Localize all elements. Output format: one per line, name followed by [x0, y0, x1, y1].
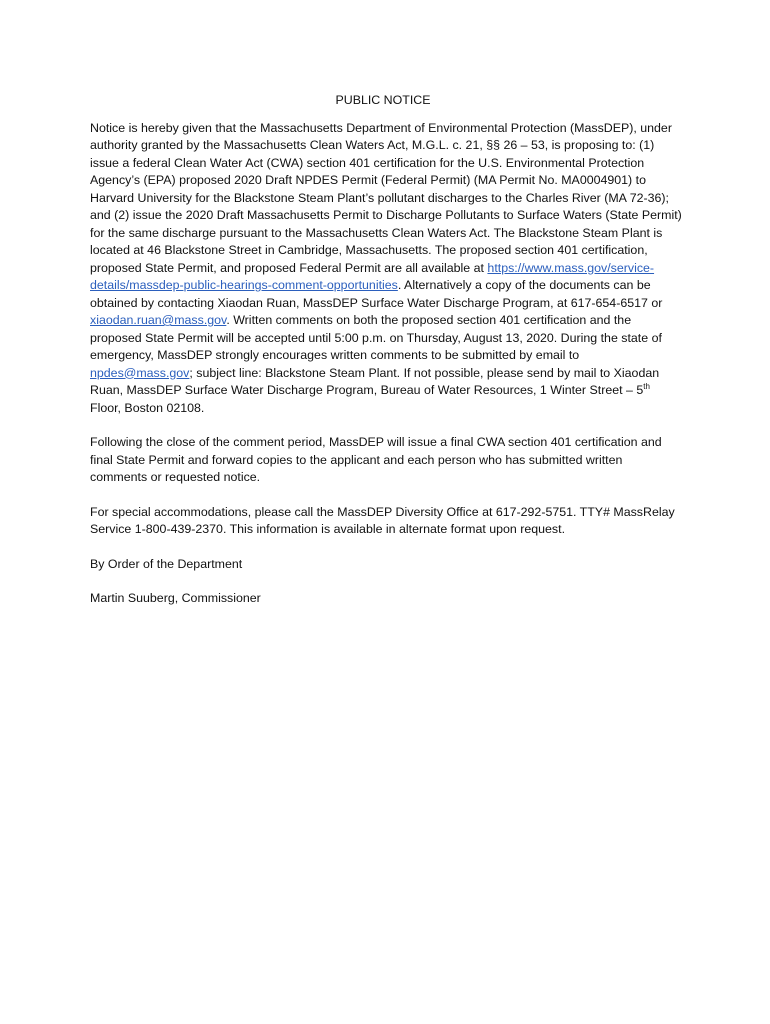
order-line: By Order of the Department — [90, 556, 243, 571]
comment-opportunities-link[interactable]: https://www.mass.gov/service-details/massdep-public-hearings-comment-opportunities — [90, 260, 655, 292]
notice-main-paragraph — [90, 120, 682, 418]
comment-period-paragraph: Following the close of the comment period, MassDEP will issue a final CWA section 401 certification and final State Permit and forward copies to the applicant and each person who has submitted written comments or requested notice. — [90, 435, 662, 484]
notice-text-part1: Notice is hereby given that the Massachusetts Department of Environmental Protection (MassDEP), under authority granted by the Massachusetts Clean Waters Act, M.G.L. c. 21, §§ 26 – 53, is proposing to: (1) issue a federal Clean Water Act (CWA) section 401 certification for the U.S. Environmental Protection Agency’s (EPA) proposed 2020 Draft NPDES Permit (Federal Permit) (MA Permit No. MA0004901) to Harvard University for the Blackstone Steam Plant’s pollutant discharges to the Charles River (MA 72-36); and (2) issue the 2020 Draft Massachusetts Permit to Discharge Pollutants to Surface Waters (State Permit) for the same discharge pursuant to the Massachusetts Clean Waters Act. The Blackstone Steam Plant is located at 46 Blackstone Street in Cambridge, Massachusetts. The proposed section 401 certification, proposed State Permit, and proposed Federal Permit are all available at — [90, 120, 682, 275]
contact-email-link[interactable]: xiaodan.ruan@mass.gov — [90, 313, 227, 327]
accommodations-paragraph: For special accommodations, please call the MassDEP Diversity Office at 617-292-5751. TTY# MassRelay Service 1-800-439-2370. This information is available in alternate format upon request. — [90, 504, 675, 536]
notice-text-part4: ; subject line: Blackstone Steam Plant. If not possible, please send by mail to Xiaodan Ruan, MassDEP Surface Water Discharge Program, Bureau of Water Resources, 1 Winter Street – 5 — [90, 365, 660, 397]
notice-text-part3: . Written comments on both the proposed section 401 certification and the proposed State Permit will be accepted until 5:00 p.m. on Thursday, August 13, 2020. During the state of emergency, MassDEP strongly encourages written comments to be submitted by email to — [90, 313, 662, 362]
notice-text-part5: Floor, Boston 02108. — [90, 400, 205, 415]
notice-title: PUBLIC NOTICE — [335, 93, 431, 107]
floor-ordinal-superscript: th — [643, 381, 650, 391]
npdes-email-link[interactable]: npdes@mass.gov — [90, 365, 190, 380]
signature-line: Martin Suuberg, Commissioner — [90, 591, 261, 605]
notice-document — [90, 92, 682, 625]
notice-text-part2: . Alternatively a copy of the documents can be obtained by contacting Xiaodan Ruan, MassDEP Surface Water Discharge Program, at 617-654-6517 or — [90, 278, 663, 310]
